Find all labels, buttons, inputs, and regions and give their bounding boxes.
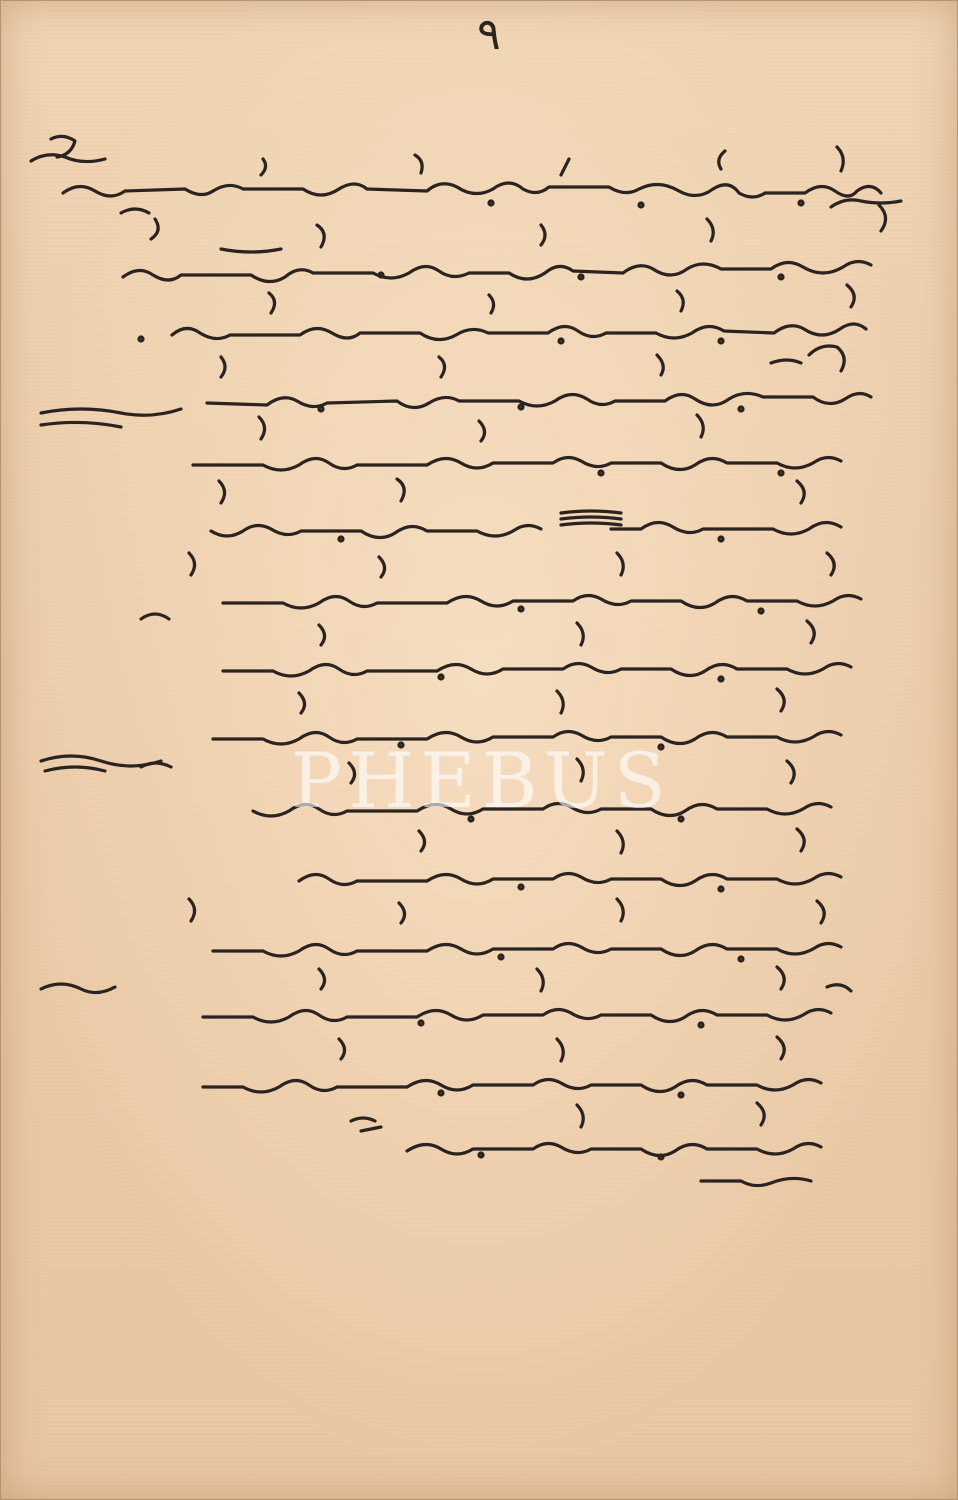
manuscript-line-16 xyxy=(701,1178,811,1185)
manuscript-line-14 xyxy=(203,1037,821,1097)
manuscript-line-5 xyxy=(41,409,841,475)
manuscript-line-2 xyxy=(121,200,901,282)
phebus-watermark: PHEBUS xyxy=(291,736,672,825)
manuscript-line-13 xyxy=(41,967,851,1027)
manuscript-line-7 xyxy=(189,553,861,613)
manuscript-line-4 xyxy=(207,346,871,411)
handwritten-ottoman-text xyxy=(21,131,921,1191)
manuscript-line-12 xyxy=(189,899,841,961)
page-number: ٩ xyxy=(477,9,501,60)
handwriting-strokes xyxy=(21,131,921,1191)
manuscript-line-6 xyxy=(211,479,841,541)
manuscript-line-3 xyxy=(139,285,866,343)
manuscript-line-15 xyxy=(351,1103,821,1159)
manuscript-line-1 xyxy=(31,136,881,207)
manuscript-line-8 xyxy=(141,614,851,681)
